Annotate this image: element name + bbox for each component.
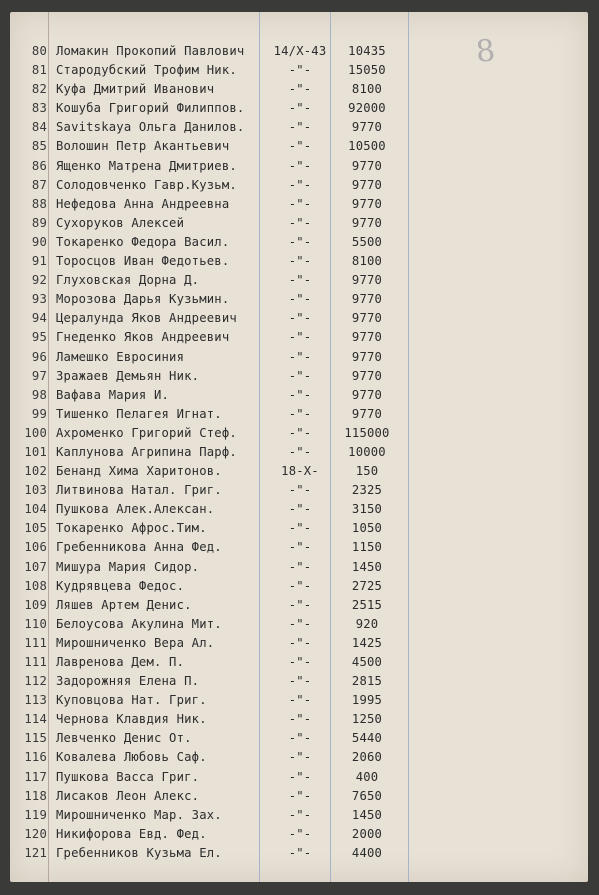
row-number: 88 xyxy=(31,196,47,211)
entry-date: -"- xyxy=(288,635,312,650)
row-number: 117 xyxy=(24,769,47,784)
entry-date: -"- xyxy=(288,540,312,555)
entry-amount: 9770 xyxy=(351,406,383,421)
entry-amount: 9770 xyxy=(351,215,383,230)
ledger-row xyxy=(10,252,588,271)
entry-date: -"- xyxy=(288,807,312,822)
person-name: Бенанд Хима Харитонов. xyxy=(56,464,222,479)
ledger-row xyxy=(10,748,588,767)
ledger-row xyxy=(10,386,588,405)
row-number: 115 xyxy=(24,731,47,746)
row-number: 109 xyxy=(24,597,47,612)
ledger-row xyxy=(10,309,588,328)
entry-amount: 2725 xyxy=(351,578,383,593)
row-number: 114 xyxy=(24,712,47,727)
entry-date: -"- xyxy=(288,82,312,97)
entry-amount: 2515 xyxy=(351,597,383,612)
entry-amount: 2000 xyxy=(351,826,383,841)
entry-amount: 5440 xyxy=(351,731,383,746)
ledger-row xyxy=(10,176,588,195)
entry-amount: 9770 xyxy=(351,177,383,192)
ledger-row xyxy=(10,691,588,710)
person-name: Токаренко Афрос.Тим. xyxy=(56,521,207,536)
ledger-row xyxy=(10,672,588,691)
row-number: 105 xyxy=(24,521,47,536)
row-number: 80 xyxy=(31,44,47,58)
entry-amount: 1450 xyxy=(351,807,383,822)
entry-date: -"- xyxy=(288,788,312,803)
person-name: Морозова Дарья Кузьмин. xyxy=(56,292,230,307)
entry-amount: 150 xyxy=(355,464,379,479)
person-name: Ахроменко Григорий Стеф. xyxy=(56,425,237,440)
ledger-row xyxy=(10,233,588,252)
ledger-row xyxy=(10,443,588,462)
person-name: Ломакин Прокопий Павлович xyxy=(56,44,245,58)
ledger-row xyxy=(10,519,588,538)
entry-amount: 9770 xyxy=(351,368,383,383)
entry-date: -"- xyxy=(288,63,312,78)
entry-amount: 4400 xyxy=(351,845,383,860)
ledger-row xyxy=(10,42,588,61)
row-number: 89 xyxy=(31,215,47,230)
ledger-row xyxy=(10,348,588,367)
person-name: Задорожняя Елена П. xyxy=(56,674,200,689)
ledger-row xyxy=(10,615,588,634)
person-name: Гнеденко Яков Андреевич xyxy=(56,330,230,345)
person-name: Левченко Денис От. xyxy=(56,731,192,746)
person-name: Кудрявцева Федос. xyxy=(56,578,185,593)
ledger-row xyxy=(10,787,588,806)
ledger-row xyxy=(10,844,588,863)
ledger-row xyxy=(10,481,588,500)
entry-amount: 400 xyxy=(355,769,379,784)
ledger-row xyxy=(10,806,588,825)
entry-amount: 9770 xyxy=(351,292,383,307)
row-number: 85 xyxy=(31,139,47,154)
person-name: Мишура Мария Сидор. xyxy=(56,559,200,574)
person-name: Ламешко Евросиния xyxy=(56,349,185,364)
entry-amount: 4500 xyxy=(351,655,383,669)
entry-amount: 2325 xyxy=(351,483,383,498)
entry-date: -"- xyxy=(288,750,312,765)
row-number: 104 xyxy=(24,502,47,517)
person-name: Пушкова Алек.Алексан. xyxy=(56,502,215,517)
ledger-row xyxy=(10,653,588,672)
entry-amount: 2815 xyxy=(351,674,383,689)
row-number: 106 xyxy=(24,540,47,555)
entry-date: -"- xyxy=(288,425,312,440)
row-number: 116 xyxy=(24,750,47,765)
row-number: 119 xyxy=(24,807,47,822)
entry-amount: 3150 xyxy=(351,502,383,517)
row-number: 98 xyxy=(31,387,47,402)
person-name: Гребенников Кузьма Ел. xyxy=(56,845,222,860)
entry-date: -"- xyxy=(288,693,312,708)
entry-amount: 1425 xyxy=(351,635,383,650)
person-name: Ляшев Артем Денис. xyxy=(56,597,192,612)
person-name: Ященко Матрена Дмитриев. xyxy=(56,158,237,173)
entry-date: -"- xyxy=(288,387,312,402)
person-name: Торосцов Иван Федотьев. xyxy=(56,254,230,269)
row-number: 120 xyxy=(24,826,47,841)
person-name: Кошуба Григорий Филиппов. xyxy=(56,101,245,116)
person-name: Мирошниченко Мар. Зах. xyxy=(56,807,222,822)
person-name: Куфа Дмитрий Иванович xyxy=(56,82,215,97)
ledger-row xyxy=(10,214,588,233)
entry-amount: 9770 xyxy=(351,120,383,135)
person-name: Куповцова Нат. Григ. xyxy=(56,693,207,708)
row-number: 103 xyxy=(24,483,47,498)
entry-amount: 10435 xyxy=(348,44,386,58)
entry-amount: 9770 xyxy=(351,349,383,364)
entry-date: -"- xyxy=(288,254,312,269)
entry-date: -"- xyxy=(288,177,312,192)
person-name: Лисаков Леон Алекс. xyxy=(56,788,200,803)
ledger-row xyxy=(10,825,588,844)
entry-amount: 1050 xyxy=(351,521,383,536)
ledger-row xyxy=(10,558,588,577)
ledger-row xyxy=(10,405,588,424)
entry-date: -"- xyxy=(288,444,312,459)
row-number: 96 xyxy=(31,349,47,364)
entry-date: -"- xyxy=(288,845,312,860)
ledger-row xyxy=(10,99,588,118)
ledger-row xyxy=(10,195,588,214)
person-name: Гребенникова Анна Фед. xyxy=(56,540,222,555)
person-name: Стародубский Трофим Ник. xyxy=(56,63,237,78)
person-name: Солодовченко Гавр.Кузьм. xyxy=(56,177,237,192)
entry-date: -"- xyxy=(288,483,312,498)
entry-amount: 115000 xyxy=(344,425,390,440)
ledger-row xyxy=(10,710,588,729)
entry-amount: 9770 xyxy=(351,330,383,345)
person-name: Чернова Клавдия Ник. xyxy=(56,712,207,727)
row-number: 86 xyxy=(31,158,47,173)
entry-date: -"- xyxy=(288,655,312,669)
entry-date: -"- xyxy=(288,349,312,364)
entry-date: -"- xyxy=(288,559,312,574)
entry-date: -"- xyxy=(288,158,312,173)
person-name: Никифорова Евд. Фед. xyxy=(56,826,207,841)
person-name: Вафава Мария И. xyxy=(56,387,170,402)
ledger-row xyxy=(10,137,588,156)
person-name: Сухоруков Алексей xyxy=(56,215,185,230)
row-number: 93 xyxy=(31,292,47,307)
entry-amount: 920 xyxy=(355,616,379,631)
entry-amount: 2060 xyxy=(351,750,383,765)
person-name: Ковалева Любовь Саф. xyxy=(56,750,207,765)
row-number: 110 xyxy=(24,616,47,631)
entry-amount: 9770 xyxy=(351,158,383,173)
entry-date: -"- xyxy=(288,406,312,421)
entry-amount: 8100 xyxy=(351,254,383,269)
entry-date: 18-X- xyxy=(281,464,319,479)
entry-date: 14/X-43 xyxy=(273,44,327,58)
row-number: 108 xyxy=(24,578,47,593)
entry-amount: 10500 xyxy=(348,139,386,154)
ledger-row xyxy=(10,271,588,290)
entry-date: -"- xyxy=(288,597,312,612)
entry-amount: 9770 xyxy=(351,311,383,326)
row-number: 113 xyxy=(24,693,47,708)
entry-date: -"- xyxy=(288,330,312,345)
row-number: 112 xyxy=(24,674,47,689)
entry-date: -"- xyxy=(288,234,312,249)
row-number: 99 xyxy=(31,406,47,421)
entry-amount: 8100 xyxy=(351,82,383,97)
person-name: Нефедова Анна Андреевна xyxy=(56,196,230,211)
ledger-row xyxy=(10,577,588,596)
entry-amount: 10000 xyxy=(348,444,386,459)
entry-date: -"- xyxy=(288,502,312,517)
person-name: Глуховская Дорна Д. xyxy=(56,273,200,288)
person-name: Белоусова Акулина Мит. xyxy=(56,616,222,631)
entry-date: -"- xyxy=(288,196,312,211)
ledger-row xyxy=(10,768,588,787)
person-name: Мирошниченко Вера Ал. xyxy=(56,635,215,650)
ledger-list xyxy=(10,42,588,863)
entry-date: -"- xyxy=(288,826,312,841)
row-number: 87 xyxy=(31,177,47,192)
ledger-row xyxy=(10,61,588,80)
row-number: 84 xyxy=(31,120,47,135)
entry-date: -"- xyxy=(288,215,312,230)
entry-amount: 9770 xyxy=(351,196,383,211)
person-name: Волошин Петр Акантьевич xyxy=(56,139,230,154)
row-number: 81 xyxy=(31,63,47,78)
entry-date: -"- xyxy=(288,769,312,784)
entry-amount: 92000 xyxy=(348,101,386,116)
ledger-row xyxy=(10,500,588,519)
row-number: 102 xyxy=(24,464,47,479)
entry-date: -"- xyxy=(288,101,312,116)
row-number: 100 xyxy=(24,425,47,440)
entry-amount: 9770 xyxy=(351,273,383,288)
entry-date: -"- xyxy=(288,521,312,536)
person-name: Тишенко Пелагея Игнат. xyxy=(56,406,222,421)
row-number: 92 xyxy=(31,273,47,288)
entry-date: -"- xyxy=(288,578,312,593)
person-name: Токаренко Федора Васил. xyxy=(56,234,230,249)
row-number: 97 xyxy=(31,368,47,383)
entry-date: -"- xyxy=(288,273,312,288)
row-number: 94 xyxy=(31,311,47,326)
entry-date: -"- xyxy=(288,712,312,727)
entry-date: -"- xyxy=(288,292,312,307)
entry-amount: 1150 xyxy=(351,540,383,555)
entry-date: -"- xyxy=(288,616,312,631)
person-name: Литвинова Натал. Григ. xyxy=(56,483,222,498)
entry-amount: 1450 xyxy=(351,559,383,574)
entry-date: -"- xyxy=(288,674,312,689)
ledger-row xyxy=(10,80,588,99)
row-number: 101 xyxy=(24,444,47,459)
person-name: Пушкова Васса Григ. xyxy=(56,769,200,784)
row-number: 95 xyxy=(31,330,47,345)
ledger-row xyxy=(10,328,588,347)
ledger-row xyxy=(10,118,588,137)
entry-date: -"- xyxy=(288,731,312,746)
entry-amount: 1995 xyxy=(351,693,383,708)
ledger-row xyxy=(10,634,588,653)
entry-date: -"- xyxy=(288,368,312,383)
row-number: 91 xyxy=(31,254,47,269)
pencil-page-number: 8 xyxy=(474,33,497,70)
row-number: 121 xyxy=(24,845,47,860)
row-number: 90 xyxy=(31,234,47,249)
ledger-row xyxy=(10,367,588,386)
document-page xyxy=(10,12,588,882)
row-number: 107 xyxy=(24,559,47,574)
person-name: Лавренова Дем. П. xyxy=(56,655,185,669)
entry-amount: 1250 xyxy=(351,712,383,727)
person-name: Savitskaya Ольга Данилов. xyxy=(56,120,245,135)
ledger-row xyxy=(10,290,588,309)
person-name: Зражаев Демьян Ник. xyxy=(56,368,200,383)
row-number: 118 xyxy=(24,788,47,803)
row-number: 111 xyxy=(24,655,47,669)
entry-date: -"- xyxy=(288,120,312,135)
person-name: Каплунова Агрипина Парф. xyxy=(56,444,237,459)
ledger-row xyxy=(10,729,588,748)
row-number: 111 xyxy=(24,635,47,650)
ledger-row xyxy=(10,462,588,481)
ledger-row xyxy=(10,596,588,615)
row-number: 83 xyxy=(31,101,47,116)
entry-date: -"- xyxy=(288,139,312,154)
entry-amount: 9770 xyxy=(351,387,383,402)
row-number: 82 xyxy=(31,82,47,97)
entry-amount: 5500 xyxy=(351,234,383,249)
person-name: Цералунда Яков Андреевич xyxy=(56,311,237,326)
ledger-row xyxy=(10,157,588,176)
entry-amount: 15050 xyxy=(348,63,386,78)
ledger-row xyxy=(10,424,588,443)
entry-date: -"- xyxy=(288,311,312,326)
entry-amount: 7650 xyxy=(351,788,383,803)
ledger-row xyxy=(10,538,588,557)
